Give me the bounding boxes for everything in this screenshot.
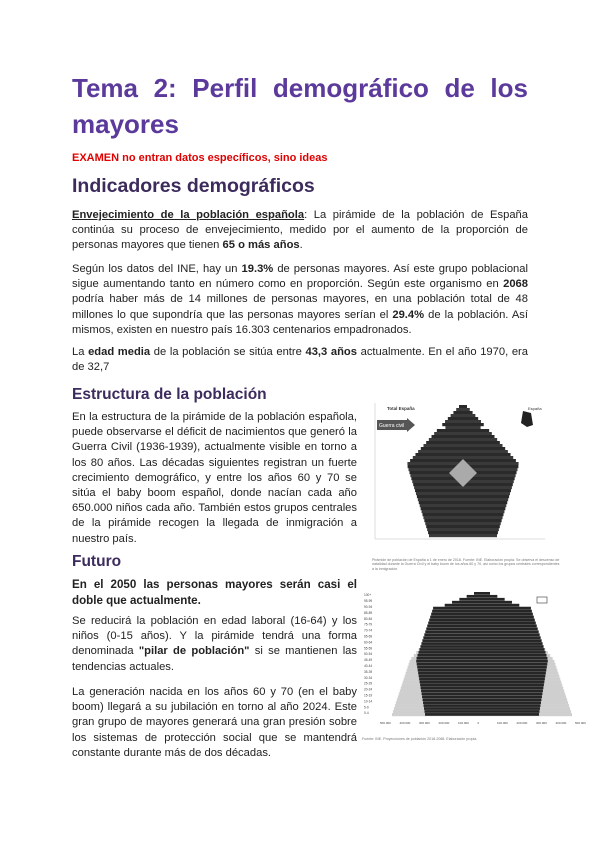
x-tick-label: 100.000 (458, 721, 469, 725)
pyramid-bar (423, 698, 542, 701)
pyramid-bar (474, 592, 490, 595)
age-label: 10-14 (364, 699, 373, 704)
x-tick-label: 0 (477, 721, 480, 725)
pyramid-bar (432, 435, 495, 438)
age-label: 45-49 (364, 658, 373, 663)
pyramid-bar (422, 695, 542, 698)
pyramid-bar (448, 417, 478, 420)
pyramid-bar (432, 610, 532, 613)
paragraph-estructura: En la estructura de la pirámide de la población española, puede observarse el déficit de nacimientos que generó la Guerra Civil (1936-1939), actualmente visible en torno a los 80 años. Las décadas siguientes registran un fuerte crecimiento demográfico, y entre los años 60 y 70 se sitúa el baby boom español, donde nacían cada año 650.000 niños cada año. También estos grupos centrales de la pirámide recogen la llegada de inmigración a nuestro país. (72, 411, 357, 545)
age-label: 40-44 (364, 663, 373, 668)
age-label: 5-9 (364, 705, 369, 710)
label-total-espana: Total España (387, 406, 415, 411)
population-pyramid-projection (362, 584, 586, 734)
pyramid-bar (422, 510, 505, 513)
pyramid-bar (417, 657, 548, 660)
x-tick-label: 400.000 (555, 721, 567, 725)
bold-span: 65 o más años (222, 239, 300, 252)
section-heading-indicadores: Indicadores demográficos (72, 175, 315, 197)
text-span: La (72, 346, 89, 358)
pyramid-bar (429, 534, 497, 537)
pyramid-bar (424, 519, 501, 522)
paragraph-edad-media (72, 345, 528, 375)
pyramid-bar (437, 429, 489, 432)
text-span: . (299, 239, 303, 252)
pyramid-bar (420, 504, 507, 507)
pyramid-bar (467, 595, 498, 598)
pyramid-bar (419, 648, 544, 651)
pyramid-bar (419, 678, 545, 681)
text-span: podría haber más de 14 millones de personas mayores, en una población total de 48 millones lo que supondría que las personas mayores serían el (72, 293, 528, 321)
x-tick-label: 100.000 (497, 721, 508, 725)
text-span: de personas mayores. Así este grupo poblacional sigue aumentando tanto en número como en proporción. Según este organismo en (72, 263, 528, 291)
pyramid-bar (420, 684, 544, 687)
section-heading-futuro: Futuro (72, 553, 122, 570)
pyramid-bar (451, 414, 476, 417)
pyramid-bar (418, 654, 547, 657)
x-tick-label: 400.000 (399, 721, 411, 725)
text-span: Se reducirá la población en edad laboral (16-64) y los niños (0-15 años). Y la pirámide tendrá una forma denominada (72, 615, 357, 658)
pyramid-bar (445, 420, 481, 423)
age-label: 85-89 (364, 610, 373, 615)
pyramid-bar (428, 622, 536, 625)
population-pyramid-2018 (365, 397, 555, 557)
age-label: 25-29 (364, 681, 373, 686)
age-label: 50-54 (364, 652, 373, 657)
pyramid-bar (421, 686, 544, 689)
pyramid-bar (425, 710, 540, 713)
pyramid-bar (418, 669, 547, 672)
pyramid-bar (423, 444, 502, 447)
text-span: Según los datos del INE, hay un (72, 263, 242, 275)
x-tick-label: 500.000 (380, 721, 391, 725)
title-line-1: Tema 2: Perfil demográfico de los (72, 73, 528, 103)
age-label: 55-59 (364, 646, 373, 651)
paragraph-ine (72, 262, 528, 338)
paragraph-pilar (72, 614, 357, 675)
age-label: 95-99 (364, 599, 373, 604)
legend-key (537, 597, 547, 603)
pyramid-bar (425, 630, 538, 633)
age-label: 35-39 (364, 669, 373, 674)
pyramid-bar (424, 704, 541, 707)
pyramid-bar (421, 689, 543, 692)
term-envejecimiento: Envejecimiento de la población española (72, 209, 305, 221)
age-label: 90-94 (364, 604, 373, 609)
pyramid-bar (419, 501, 507, 504)
pyramid-bar (421, 642, 542, 645)
pyramid-bar (415, 489, 511, 492)
pyramid-bar (420, 681, 545, 684)
pyramid-bar (445, 426, 480, 429)
pyramid-bar (421, 507, 506, 510)
pyramid-bar (418, 672, 546, 675)
pyramid-bar (419, 675, 546, 678)
pyramid-bar (418, 651, 545, 654)
page-title (72, 70, 528, 142)
pyramid-bar (423, 636, 540, 639)
bold-span: 19.3% (241, 263, 274, 275)
section-heading-estructura: Estructura de la población (72, 386, 267, 403)
age-label: 70-74 (364, 628, 373, 633)
pyramid-bar (430, 616, 534, 619)
pyramid-bar (453, 411, 472, 414)
bold-span: "pilar de población" (138, 645, 250, 658)
age-axis-labels (364, 593, 372, 715)
paragraph-generacion: La generación nacida en los años 60 y 70 (en el baby boom) llegará a su jubilación en torno al año 2024. Este gran grupo de mayores generará una gran presión sobre los sistemas de protección social que se mantendrá constante durante más de dos décadas. (72, 686, 357, 759)
pyramid-bar (422, 692, 543, 695)
arrow-label: Guerra civil (379, 423, 405, 429)
pyramid-bar (459, 405, 467, 408)
pyramid-bar (427, 528, 499, 531)
age-label: 60-64 (364, 640, 373, 645)
bold-span: 43,3 años (305, 346, 357, 358)
x-tick-label: 200.000 (516, 721, 528, 725)
pyramid-bar (422, 513, 503, 516)
pyramid-bar (424, 633, 539, 636)
pyramid-bar (425, 522, 500, 525)
pyramid-bar (418, 498, 508, 501)
bold-span: 29.4% (392, 308, 425, 321)
pyramid-bar (429, 619, 535, 622)
text-span: de la población se sitúa entre (150, 346, 306, 358)
figure-1-caption: Pirámide de población de España a 1 de enero de 2018. Fuente: INE. Elaboración propia. Se observa el descenso de natalidad durante la Guerra Civil y el baby boom de los años 60 y 70, así como los grupos centrales correspondientes a la inmigración. (372, 558, 560, 571)
pyramid-bar (417, 666, 547, 669)
age-label: 15-19 (364, 693, 373, 698)
label-espana: España (528, 406, 542, 411)
pyramid-bar (417, 663, 548, 666)
age-label: 75-79 (364, 622, 373, 627)
text-span: de la población. Así mismos, existen en nuestro país 16.303 centenarios empadronados. (72, 308, 528, 336)
pyramid-bar (431, 613, 533, 616)
pyramid-bar (445, 604, 520, 607)
age-label: 100+ (364, 593, 372, 598)
pyramid-bar (426, 441, 500, 444)
pyramid-bar (423, 516, 502, 519)
pyramid-bar (442, 423, 483, 426)
bold-span: 2068 (503, 278, 528, 291)
pyramid-bar (422, 639, 541, 642)
pyramid-bar (424, 707, 540, 710)
age-label: 65-69 (364, 634, 373, 639)
x-tick-label: 500.000 (575, 721, 586, 725)
pyramid-bar (415, 453, 510, 456)
title-line-2: mayores (72, 109, 179, 139)
pyramid-bar (427, 624, 536, 627)
text-span: si se mantienen las tendencias actuales. (72, 645, 357, 673)
paragraph-lead-2050: En el 2050 las personas mayores serán casi el doble que actualmente. (72, 578, 357, 607)
pyramid-bar (416, 660, 548, 663)
pyramid-bar (418, 450, 508, 453)
pyramid-bar (423, 701, 541, 704)
pyramid-bar (434, 432, 492, 435)
pyramid-bar (428, 531, 498, 534)
age-label: 30-34 (364, 675, 373, 680)
pyramid-bar (459, 598, 504, 601)
pyramid-bar (456, 408, 470, 411)
pyramid-bar (426, 627, 537, 630)
pyramid-bar (416, 492, 510, 495)
age-label: 80-84 (364, 616, 373, 621)
pyramid-bar (452, 601, 512, 604)
figure-2-caption: Fuente: INE. Proyecciones de población 2018-2068. Elaboración propia. (362, 737, 478, 741)
pyramid-bar (421, 447, 505, 450)
x-tick-label: 300.000 (536, 721, 547, 725)
exam-note: EXAMEN no entran datos específicos, sino ideas (72, 152, 328, 164)
x-tick-label: 300.000 (419, 721, 430, 725)
bold-span: edad media (88, 346, 151, 358)
pyramid-bar (425, 713, 539, 716)
text-span: actualmente. En el año 1970, era de 32,7 (72, 346, 528, 374)
pyramid-bar (420, 645, 543, 648)
pyramid-bar (417, 495, 509, 498)
x-tick-label: 200.000 (438, 721, 450, 725)
pyramid-bar (429, 438, 497, 441)
age-label: 20-24 (364, 687, 373, 692)
paragraph-envejecimiento (72, 208, 528, 254)
pyramid-bar (426, 525, 500, 528)
age-label: 0-4 (364, 711, 369, 716)
pyramid-bar (433, 607, 531, 610)
text-span: : La pirámide de la población de España continúa su proceso de envejecimiento, medido por el aumento de la proporción de personas mayores que tienen (72, 209, 529, 252)
